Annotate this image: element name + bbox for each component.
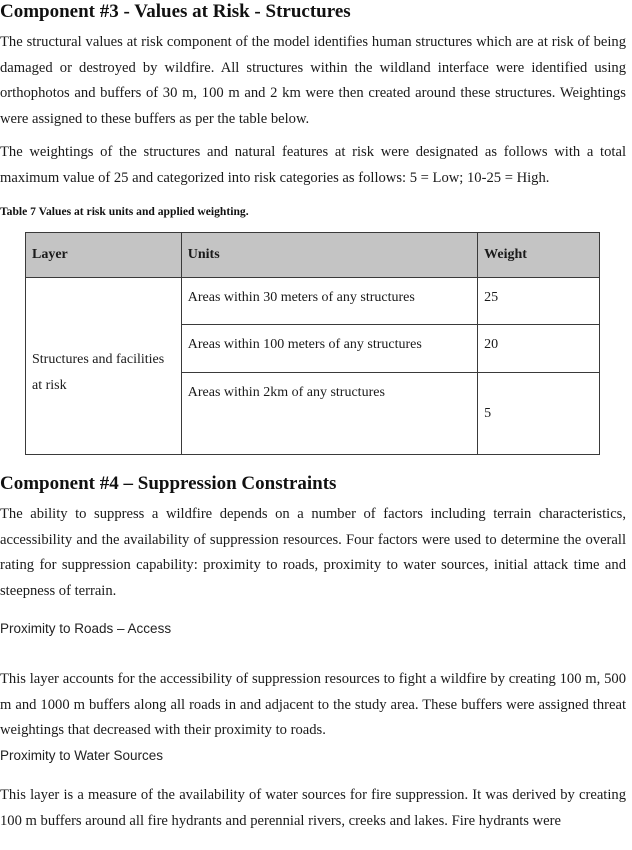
weight-cell: 20	[478, 325, 600, 373]
layer-cell: Structures and facilities at risk	[26, 278, 182, 455]
section-3-paragraph-1: The structural values at risk component of the model identifies human structures which are at risk of being damaged or destroyed by wildfire. All structures within the wildland interface were identified using orthophotos and buffers of 30 m, 100 m and 2 km were then created around these structures. Weightings were assigned to these buffers as per the table below.	[0, 34, 626, 127]
table-header-row	[26, 233, 600, 278]
header-weight: Weight	[478, 233, 600, 278]
section-4-paragraph-1: The ability to suppress a wildfire depends on a number of factors including terrain characteristics, accessibility and the availability of suppression resources. Four factors were used to determine the overall rating for suppression capability: proximity to roads, proximity to water sources, initial attack time and steepness of terrain.	[0, 506, 626, 599]
subheading-proximity-roads: Proximity to Roads – Access	[0, 621, 172, 636]
units-cell: Areas within 100 meters of any structures	[181, 325, 477, 373]
values-at-risk-table	[25, 232, 600, 455]
header-layer: Layer	[26, 233, 182, 278]
table-caption: Table 7 Values at risk units and applied weighting.	[0, 205, 249, 218]
weight-cell: 25	[478, 278, 600, 325]
roads-paragraph: This layer accounts for the accessibility of suppression resources to fight a wildfire by creating 100 m, 500 m and 1000 m buffers along all roads in and adjacent to the study area. These buffers were assigned threat weightings that decreased with their proximity to roads.	[0, 671, 626, 739]
water-paragraph: This layer is a measure of the availability of water sources for fire suppression. It was derived by creating 100 m buffers around all fire hydrants and perennial rivers, creeks and lakes. Fire hydrants were	[0, 787, 626, 829]
units-cell: Areas within 30 meters of any structures	[181, 278, 477, 325]
units-cell: Areas within 2km of any structures	[181, 373, 477, 455]
subheading-proximity-water: Proximity to Water Sources	[0, 748, 164, 763]
section-4-heading: Component #4 – Suppression Constraints	[0, 473, 337, 494]
weight-cell: 5	[478, 373, 600, 455]
section-3-heading: Component #3 - Values at Risk - Structures	[0, 1, 351, 22]
header-units: Units	[181, 233, 477, 278]
table-row	[26, 278, 600, 325]
section-3-paragraph-2: The weightings of the structures and natural features at risk were designated as follows with a total maximum value of 25 and categorized into risk categories as follows: 5 = Low; 10-25 = High.	[0, 144, 626, 186]
